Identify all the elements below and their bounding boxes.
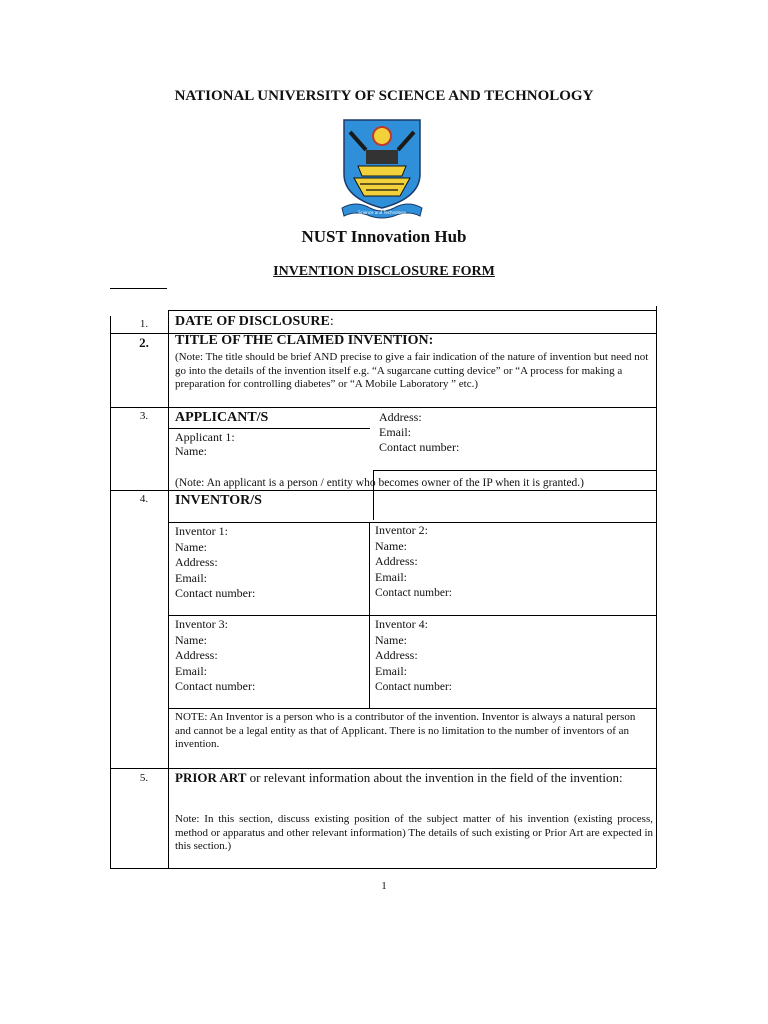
- inventor-email-label: Email:: [375, 569, 407, 584]
- prior-art-note: Note: In this section, discuss existing position of the subject matter of his invention (existing process, method or apparatus and other relevant information) The details of such existing or Prior Art are expected in this section.): [175, 813, 653, 853]
- page-number: 1: [381, 880, 387, 892]
- section-number: 1.: [139, 318, 149, 330]
- section-title-row: [175, 314, 334, 330]
- inventor-address-label: Address:: [375, 648, 418, 662]
- inventor-email-label: Email:: [375, 663, 407, 678]
- prior-art-title: [175, 770, 623, 786]
- inventor-contact-label: Contact number:: [375, 681, 452, 693]
- inventor-1-block: [175, 524, 255, 602]
- inventor-address-label: Address:: [375, 554, 418, 568]
- section-number: 2.: [139, 335, 149, 350]
- inventor-email-label: Email:: [175, 663, 207, 678]
- inventor-label: Inventor 2:: [375, 523, 428, 537]
- inventor-note: NOTE: An Inventor is a person who is a contributor of the invention. Inventor is always a natural person and cannot be a legal entity as that of Applicant. There is no limitation to the number of inventors of an invention.: [175, 711, 636, 751]
- hub-name: NUST Innovation Hub: [301, 227, 467, 246]
- applicant-1-label: Applicant 1:: [175, 430, 235, 444]
- inventor-name-label: Name:: [375, 538, 407, 553]
- inventor-name-label: Name:: [375, 632, 407, 647]
- inventor-label: Inventor 1:: [175, 524, 228, 538]
- applicant-address-label: Address:: [379, 410, 422, 424]
- date-of-disclosure-label: DATE OF DISCLOSURE: [175, 314, 330, 329]
- inventor-email-label: Email:: [175, 570, 207, 585]
- prior-art-label: PRIOR ART: [175, 770, 247, 785]
- university-seal-icon: [336, 116, 428, 222]
- prior-art-description: or relevant information about the invention in the field of the invention:: [246, 770, 623, 785]
- inventor-name-label: Name:: [175, 632, 207, 647]
- inventors-label: INVENTOR/S: [175, 493, 262, 508]
- title-note: (Note: The title should be brief AND precise to give a fair indication of the nature of invention but need not go into the details of the invention itself e.g. “A sugarcane cutting device” or “A process for making a preparation for controlling diabetes” or “A Mobile Laboratory ” etc.): [175, 351, 649, 391]
- inventor-2-block: [375, 523, 452, 602]
- inventor-address-label: Address:: [175, 648, 218, 662]
- inventor-contact-label: Contact number:: [375, 587, 452, 599]
- applicants-label: APPLICANT/S: [175, 410, 269, 425]
- inventor-label: Inventor 3:: [175, 617, 228, 631]
- inventor-contact-label: Contact number:: [175, 679, 256, 693]
- university-name: NATIONAL UNIVERSITY OF SCIENCE AND TECHNOLOGY: [174, 88, 594, 104]
- inventor-contact-label: Contact number:: [175, 586, 256, 600]
- applicant-name-label: Name:: [175, 444, 207, 458]
- inventor-address-label: Address:: [175, 555, 218, 569]
- applicant-note: (Note: An applicant is a person / entity who becomes owner of the IP when it is granted.): [175, 477, 585, 489]
- form-title: INVENTION DISCLOSURE FORM: [273, 264, 495, 279]
- inventor-3-block: [175, 617, 255, 695]
- inventor-label: Inventor 4:: [375, 617, 428, 631]
- section-number: 5.: [139, 772, 149, 784]
- inventor-name-label: Name:: [175, 539, 207, 554]
- inventor-4-block: [375, 617, 452, 696]
- section-number: 4.: [139, 493, 149, 505]
- section-number: 3.: [139, 410, 149, 422]
- title-of-invention-label: TITLE OF THE CLAIMED INVENTION:: [175, 333, 434, 348]
- applicant-email-label: Email:: [379, 425, 411, 439]
- applicant-contact-label: Contact number:: [379, 440, 460, 454]
- seal-motto: Science and Technology: [358, 210, 406, 215]
- date-colon: :: [329, 314, 334, 329]
